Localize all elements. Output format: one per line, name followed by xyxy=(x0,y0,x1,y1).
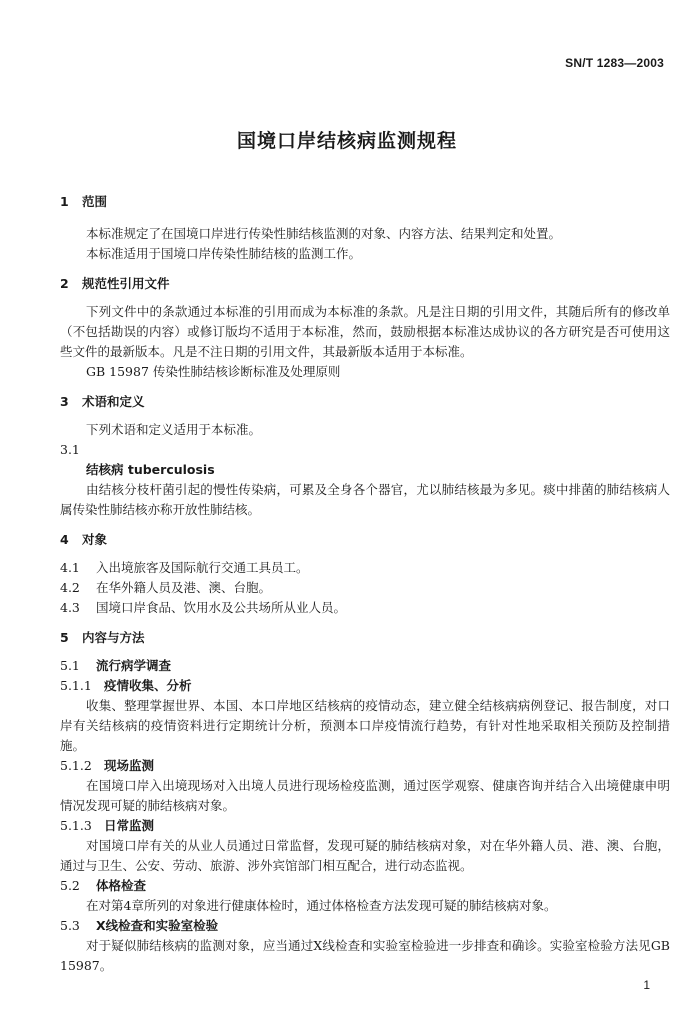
subsection-title: 疫情收集、分析 xyxy=(104,678,192,693)
term-name: 结核病 tuberculosis xyxy=(86,462,215,477)
list-item xyxy=(60,558,670,578)
section-5-heading xyxy=(60,628,670,646)
subsection-number: 5.2 xyxy=(60,878,80,893)
subsection-number: 5.1 xyxy=(60,658,80,673)
section-2-heading xyxy=(60,274,670,292)
subsection-number: 5.1.2 xyxy=(60,758,92,773)
subsection-number: 5.1.3 xyxy=(60,818,92,833)
page-title: 国境口岸结核病监测规程 xyxy=(236,130,457,152)
page-number: 1 xyxy=(643,978,650,992)
list-item xyxy=(60,598,670,618)
subsection-5-1-3-heading xyxy=(60,816,670,836)
subsection-5-2-heading xyxy=(60,876,670,896)
subsection-5-1-heading xyxy=(60,656,670,676)
section-title: 规范性引用文件 xyxy=(82,276,170,291)
item-number: 4.1 xyxy=(60,560,80,575)
section-title: 范围 xyxy=(82,194,108,209)
subsection-5-3-heading xyxy=(60,916,670,936)
section-3-heading xyxy=(60,392,670,410)
section-title: 术语和定义 xyxy=(82,394,145,409)
subsection-5-2-text: 在对第4章所列的对象进行健康体检时，通过体格检查方法发现可疑的肺结核病对象。 xyxy=(86,898,557,913)
section-4-heading xyxy=(60,530,670,548)
section-1-para-2: 本标准适用于国境口岸传染性肺结核的监测工作。 xyxy=(86,246,362,261)
section-number: 5 xyxy=(60,630,69,645)
subsection-5-1-2-heading xyxy=(60,756,670,776)
section-number: 2 xyxy=(60,276,69,291)
section-number: 1 xyxy=(60,194,69,209)
document-body xyxy=(60,192,670,976)
item-text: 国境口岸食品、饮用水及公共场所从业人员。 xyxy=(96,600,347,615)
subsection-5-3-text: 对于疑似肺结核病的监测对象，应当通过X线检查和实验室检验进一步排查和确诊。实验室检验方法见GB 15987。 xyxy=(60,938,670,973)
section-title: 对象 xyxy=(82,532,108,547)
section-number: 4 xyxy=(60,532,69,547)
subsection-title: X线检查和实验室检验 xyxy=(96,918,219,933)
section-2-para: 下列文件中的条款通过本标准的引用而成为本标准的条款。凡是注日期的引用文件，其随后所有的修改单（不包括勘误的内容）或修订版均不适用于本标准，然而，鼓励根据本标准达成协议的各方研究是否可使用这些文件的最新版本。凡是不注日期的引用文件，其最新版本适用于本标准。 xyxy=(60,304,670,359)
section-1-heading xyxy=(60,192,670,210)
subsection-title: 体格检查 xyxy=(96,878,147,893)
subsection-title: 流行病学调查 xyxy=(96,658,172,673)
subsection-title: 日常监测 xyxy=(104,818,155,833)
section-number: 3 xyxy=(60,394,69,409)
subsection-5-1-3-text: 对国境口岸有关的从业人员通过日常监督，发现可疑的肺结核病对象，对在华外籍人员、港、澳、台胞，通过与卫生、公安、劳动、旅游、涉外宾馆部门相互配合，进行动态监视。 xyxy=(60,838,670,873)
subsection-number: 5.1.1 xyxy=(60,678,92,693)
section-1-para-1: 本标准规定了在国境口岸进行传染性肺结核监测的对象、内容方法、结果判定和处置。 xyxy=(86,226,562,241)
term-number: 3.1 xyxy=(60,442,80,457)
item-text: 入出境旅客及国际航行交通工具员工。 xyxy=(96,560,309,575)
subsection-number: 5.3 xyxy=(60,918,80,933)
standard-code: SN/T 1283—2003 xyxy=(565,56,664,70)
subsection-5-1-1-text: 收集、整理掌握世界、本国、本口岸地区结核病的疫情动态，建立健全结核病病例登记、报告制度，对口岸有关结核病的疫情资料进行定期统计分析，预测本口岸疫情流行趋势，有针对性地采取相关预防及控制措施。 xyxy=(60,698,670,753)
section-title: 内容与方法 xyxy=(82,630,145,645)
subsection-5-1-2-text: 在国境口岸入出境现场对入出境人员进行现场检疫监测，通过医学观察、健康咨询并结合入出境健康申明情况发现可疑的肺结核病对象。 xyxy=(60,778,670,813)
subsection-title: 现场监测 xyxy=(104,758,155,773)
list-item xyxy=(60,578,670,598)
item-text: 在华外籍人员及港、澳、台胞。 xyxy=(96,580,272,595)
normative-reference: GB 15987 传染性肺结核诊断标准及处理原则 xyxy=(86,364,341,379)
subsection-5-1-1-heading xyxy=(60,676,670,696)
term-definition: 由结核分枝杆菌引起的慢性传染病，可累及全身各个器官，尤以肺结核最为多见。痰中排菌的肺结核病人属传染性肺结核亦称开放性肺结核。 xyxy=(60,482,670,517)
item-number: 4.3 xyxy=(60,600,80,615)
section-3-intro: 下列术语和定义适用于本标准。 xyxy=(86,422,262,437)
item-number: 4.2 xyxy=(60,580,80,595)
